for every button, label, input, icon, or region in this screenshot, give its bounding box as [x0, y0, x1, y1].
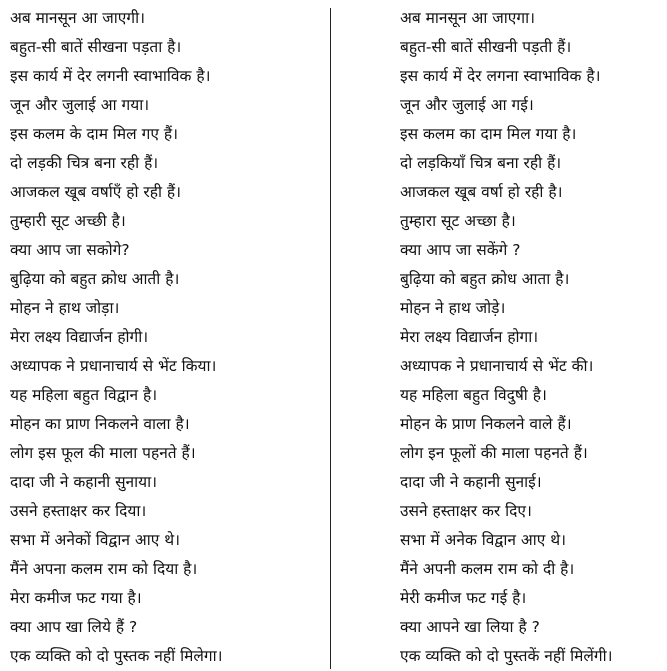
incorrect-sentence: मेरा कमीज फट गया है। — [10, 589, 142, 607]
corrected-sentence: बहुत-सी बातें सीखनी पड़ती हैं। — [400, 38, 572, 56]
incorrect-sentence: बहुत-सी बातें सीखना पड़ता है। — [10, 38, 182, 56]
incorrect-sentence: लोग इस फूल की माला पहनते हैं। — [10, 444, 196, 462]
corrected-sentences-column — [400, 4, 662, 671]
corrected-sentence: मेरा लक्ष्य विद्यार्जन होगा। — [400, 328, 539, 346]
incorrect-sentence: आजकल खूब वर्षाएँ हो रही हैं। — [10, 183, 182, 201]
incorrect-sentence: उसने हस्ताक्षर कर दिया। — [10, 502, 147, 520]
incorrect-sentence: इस कलम के दाम मिल गए हैं। — [10, 125, 178, 143]
incorrect-sentence: मेरा लक्ष्य विद्यार्जन होगी। — [10, 328, 149, 346]
incorrect-sentence: मैंने अपना कलम राम को दिया है। — [10, 560, 198, 578]
corrected-sentence: क्या आप जा सकेंगे ? — [400, 241, 521, 259]
incorrect-sentence: मोहन ने हाथ जोड़ा। — [10, 299, 120, 317]
corrected-sentence: जून और जुलाई आ गई। — [400, 96, 534, 114]
corrected-sentence: सभा में अनेक विद्वान आए थे। — [400, 531, 566, 549]
incorrect-sentence: मोहन का प्राण निकलने वाला है। — [10, 415, 190, 433]
incorrect-sentence: दादा जी ने कहानी सुनाया। — [10, 473, 158, 491]
corrected-sentence: मैंने अपनी कलम राम को दी है। — [400, 560, 575, 578]
incorrect-sentence: क्या आप खा लिये हैं ? — [10, 618, 138, 636]
incorrect-sentence: यह महिला बहुत विद्वान है। — [10, 386, 158, 404]
corrected-sentence: दो लड़कियाँ चित्र बना रही हैं। — [400, 154, 562, 172]
incorrect-sentence: दो लड़की चित्र बना रही हैं। — [10, 154, 159, 172]
corrected-sentence: यह महिला बहुत विदुषी है। — [400, 386, 547, 404]
incorrect-sentence: अध्यापक ने प्रधानाचार्य से भेंट किया। — [10, 357, 217, 375]
corrected-sentence: मोहन के प्राण निकलने वाले हैं। — [400, 415, 572, 433]
incorrect-sentence: जून और जुलाई आ गया। — [10, 96, 150, 114]
corrected-sentence: एक व्यक्ति को दो पुस्तकें नहीं मिलेंगी। — [400, 647, 613, 665]
corrected-sentence: उसने हस्ताक्षर कर दिए। — [400, 502, 532, 520]
corrected-sentence: इस कार्य में देर लगना स्वाभाविक है। — [400, 67, 601, 85]
corrected-sentence: क्या आपने खा लिया है ? — [400, 618, 540, 636]
incorrect-sentence: इस कार्य में देर लगनी स्वाभाविक है। — [10, 67, 211, 85]
incorrect-sentence: क्या आप जा सकोगे? — [10, 241, 130, 259]
column-divider — [330, 8, 331, 669]
corrected-sentence: लोग इन फूलों की माला पहनते हैं। — [400, 444, 588, 462]
incorrect-sentence: तुम्हारी सूट अच्छी है। — [10, 212, 126, 230]
corrected-sentence: दादा जी ने कहानी सुनाई। — [400, 473, 542, 491]
incorrect-sentence: अब मानसून आ जाएगी। — [10, 9, 145, 27]
incorrect-sentence: सभा में अनेकों विद्वान आए थे। — [10, 531, 181, 549]
corrected-sentence: अब मानसून आ जाएगा। — [400, 9, 535, 27]
corrected-sentence: बुढ़िया को बहुत क्रोध आता है। — [400, 270, 570, 288]
incorrect-sentence: एक व्यक्ति को दो पुस्तक नहीं मिलेगा। — [10, 647, 223, 665]
corrected-sentence: इस कलम का दाम मिल गया है। — [400, 125, 577, 143]
corrected-sentence: मेरी कमीज फट गई है। — [400, 589, 527, 607]
corrected-sentence: अध्यापक ने प्रधानाचार्य से भेंट की। — [400, 357, 594, 375]
incorrect-sentence: बुढ़िया को बहुत क्रोध आती है। — [10, 270, 180, 288]
corrected-sentence: तुम्हारा सूट अच्छा है। — [400, 212, 516, 230]
incorrect-sentences-column — [10, 4, 322, 671]
corrected-sentence: मोहन ने हाथ जोड़े। — [400, 299, 506, 317]
corrected-sentence: आजकल खूब वर्षा हो रही है। — [400, 183, 563, 201]
